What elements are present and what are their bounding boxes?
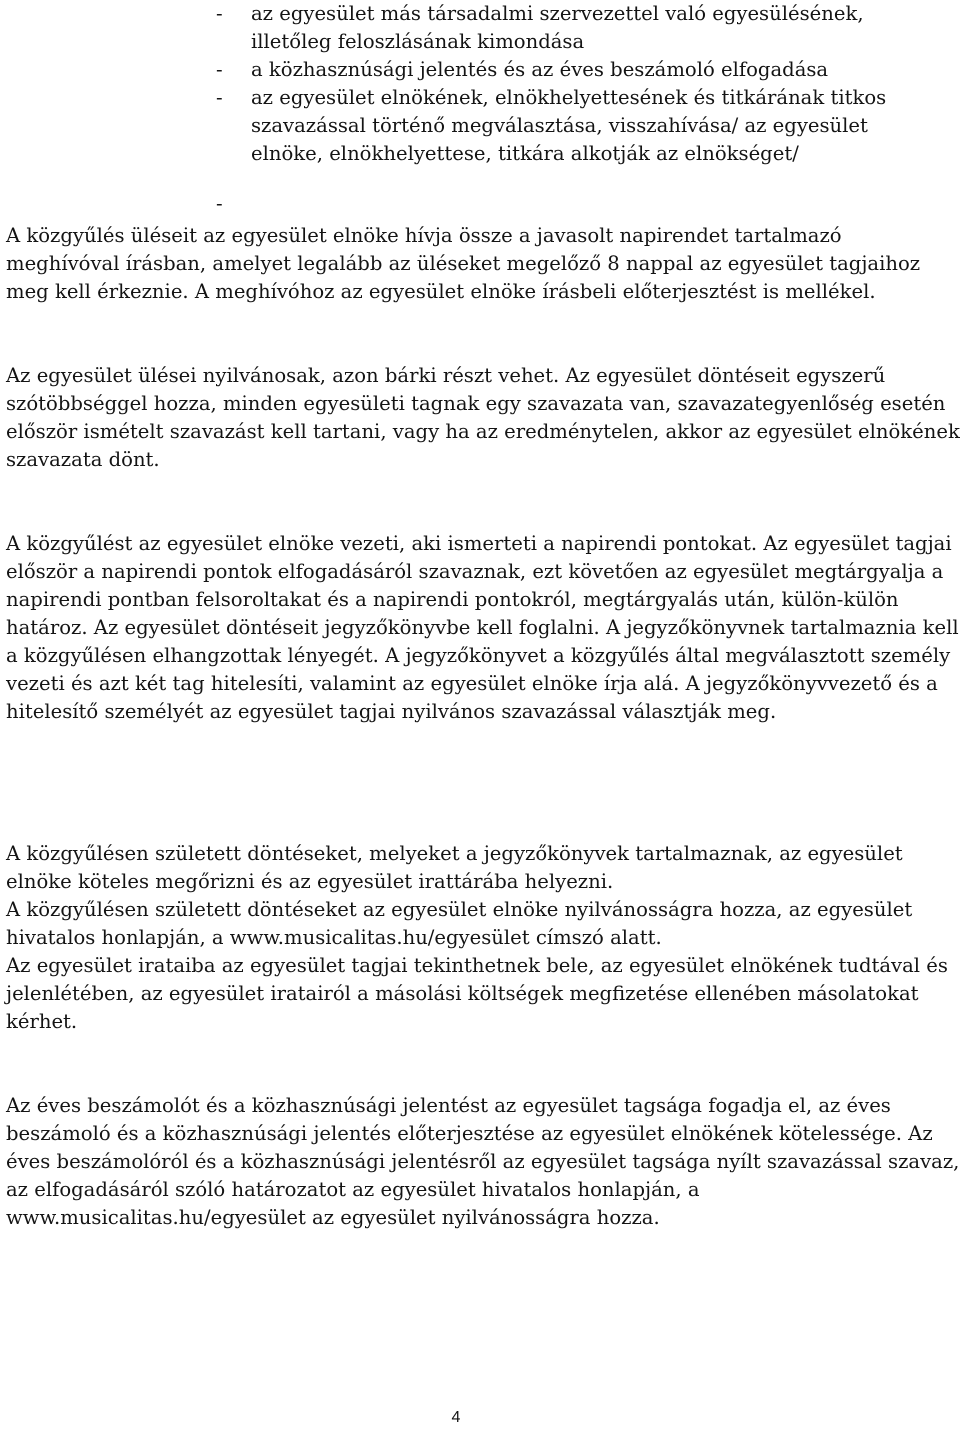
list-dash: - xyxy=(216,58,223,81)
list-item-text: a közhasznúsági jelentés és az éves beszámoló elfogadása xyxy=(251,58,829,81)
paragraph-decisions-publication: A közgyűlésen született döntéseket az egyesület elnöke nyilvánosságra hozza, az egyesület hivatalos honlapján, a www.musicalitas.hu/egyesület címszó alatt. xyxy=(6,898,913,949)
list-item xyxy=(0,84,960,168)
list-item-text: az egyesület elnökének, elnökhelyettesének és titkárának titkos szavazással történő megválasztása, visszahívása/ az egyesület elnöke, elnökhelyettese, titkára alkotják az elnökséget/ xyxy=(251,86,887,165)
paragraph-meeting-invitation: A közgyűlés üléseit az egyesület elnöke hívja össze a javasolt napirendet tartalmazó meghívóval írásban, amelyet legalább az üléseket megelőző 8 nappal az egyesület tagjaihoz meg kell érkeznie. A meghívóhoz az egyesület elnöke írásbeli előterjesztést is mellékel. xyxy=(6,224,921,303)
list-item xyxy=(0,0,960,56)
list-dash: - xyxy=(216,2,223,25)
list-dash: - xyxy=(216,192,223,215)
list-item xyxy=(0,56,960,84)
page-number: 4 xyxy=(451,1409,461,1426)
paragraph-meeting-procedure: A közgyűlést az egyesület elnöke vezeti, aki ismerteti a napirendi pontokat. Az egyesület tagjai először a napirendi pontok elfogadásáról szavaznak, ezt követően az egyesület megtárgyalja a napirendi pontban felsoroltakat és a napirendi pontokról, megtárgyalás után, külön-külön határoz. Az egyesület döntéseit jegyzőkönyvbe kell foglalni. A jegyzőkönyvnek tartalmaznia kell a közgyűlésen elhangzottak lényegét. A jegyzőkönyvet a közgyűlés által megválasztott személy vezeti és azt két tag hitelesíti, valamint az egyesület elnöke írja alá. A jegyzőkönyvvezető és a hitelesítő személyét az egyesület tagjai nyilvános szavazással választják meg. xyxy=(6,532,959,723)
paragraph-document-access: Az egyesület irataiba az egyesület tagjai tekinthetnek bele, az egyesület elnökének tudtával és jelenlétében, az egyesület iratairól a másolási költségek megfizetése ellenében másolatokat kérhet. xyxy=(6,954,948,1033)
paragraph-meetings-public: Az egyesület ülései nyilvánosak, azon bárki részt vehet. Az egyesület döntéseit egyszerű szótöbbséggel hozza, minden egyesületi tagnak egy szavazata van, szavazategyenlőség esetén először ismételt szavazást kell tartani, vagy ha az eredménytelen, akkor az egyesület elnökének szavazata dönt. xyxy=(6,364,960,471)
list-item-text: az egyesület más társadalmi szervezettel való egyesülésének, illetőleg feloszlásának kimondása xyxy=(251,2,864,53)
paragraph-annual-report: Az éves beszámolót és a közhasznúsági jelentést az egyesület tagsága fogadja el, az éves beszámoló és a közhasznúsági jelentés előterjesztése az egyesület elnökének kötelessége. Az éves beszámolóról és a közhasznúsági jelentésről az egyesület tagsága nyílt szavazással szavaz, az elfogadásáról szóló határozatot az egyesület hivatalos honlapján, a www.musicalitas.hu/egyesület az egyesület nyilvánosságra hozza. xyxy=(6,1094,960,1229)
list-dash: - xyxy=(216,86,223,109)
paragraph-decisions-archive: A közgyűlésen született döntéseket, melyeket a jegyzőkönyvek tartalmaznak, az egyesület elnöke köteles megőrizni és az egyesület irattárába helyezni. xyxy=(6,842,903,893)
